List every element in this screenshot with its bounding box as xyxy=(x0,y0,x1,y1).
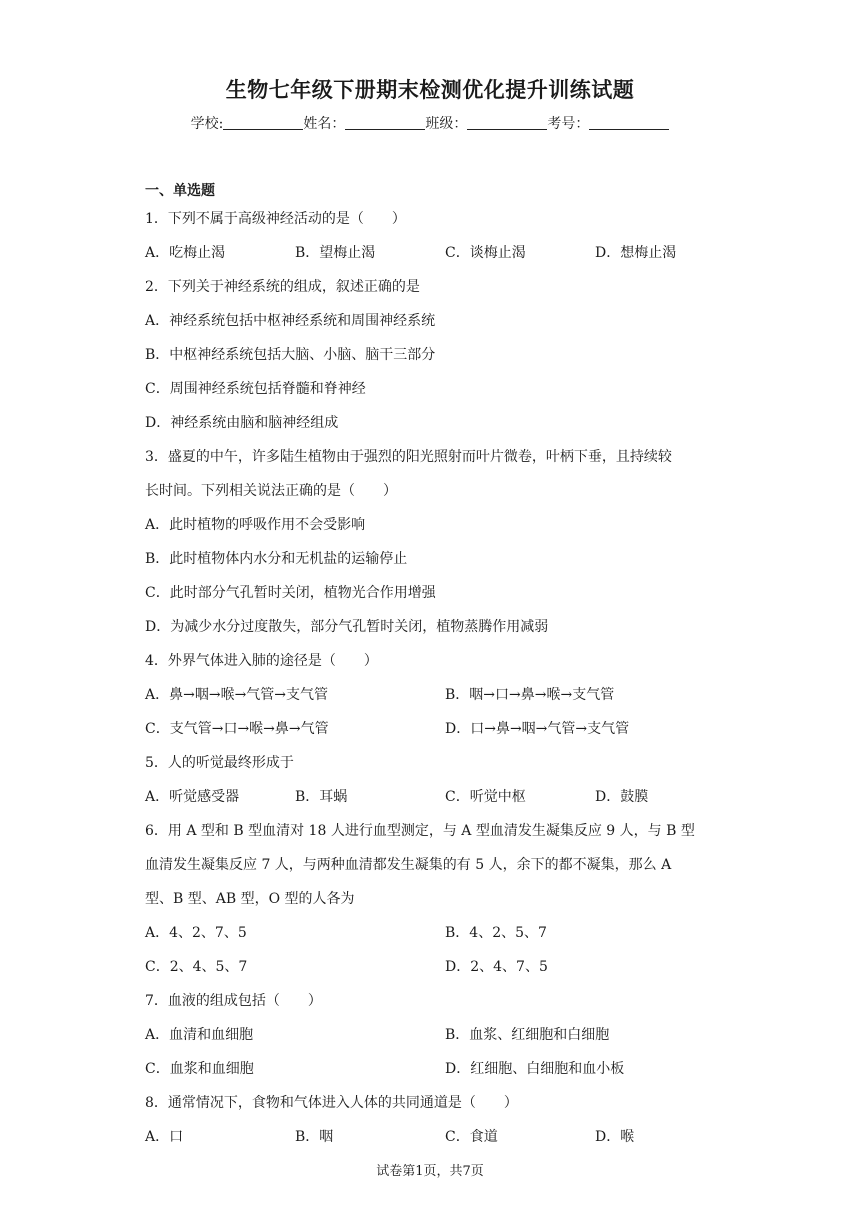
question-6-stem-line-1: 6．用 A 型和 B 型血清对 18 人进行血型测定，与 A 型血清发生凝集反应 9 人，与 B 型 xyxy=(145,823,695,839)
question-3-option-b: B．此时植物体内水分和无机盐的运输停止 xyxy=(145,551,408,567)
page-title: 生物七年级下册期末检测优化提升训练试题 xyxy=(225,77,635,102)
question-2-option-a: A．神经系统包括中枢神经系统和周围神经系统 xyxy=(145,313,436,329)
question-8-stem: 8．通常情况下，食物和气体进入人体的共同通道是（ ） xyxy=(145,1095,518,1111)
question-5-option-b: B．耳蜗 xyxy=(295,789,348,805)
question-8-option-d: D．喉 xyxy=(595,1129,635,1145)
question-7-option-d: D．红细胞、白细胞和血小板 xyxy=(445,1061,625,1077)
question-1-option-d: D．想梅止渴 xyxy=(595,245,677,261)
question-3-option-d: D．为减少水分过度散失，部分气孔暂时关闭，植物蒸腾作用减弱 xyxy=(145,619,549,635)
question-7-stem: 7．血液的组成包括（ ） xyxy=(145,993,322,1009)
question-7-option-b: B．血浆、红细胞和白细胞 xyxy=(445,1027,610,1043)
question-8-option-c: C．食道 xyxy=(445,1129,498,1145)
question-6-stem-line-2: 血清发生凝集反应 7 人，与两种血清都发生凝集的有 5 人，余下的都不凝集，那么 A xyxy=(145,857,672,873)
name-blank xyxy=(345,115,425,130)
question-3-option-a: A．此时植物的呼吸作用不会受影响 xyxy=(145,517,366,533)
question-6-stem-line-3: 型、B 型、AB 型，O 型的人各为 xyxy=(145,891,355,907)
school-label: 学校: xyxy=(190,116,224,132)
question-4-option-c: C．支气管→口→喉→鼻→气管 xyxy=(145,721,329,737)
question-4-option-b: B．咽→口→鼻→喉→支气管 xyxy=(445,687,615,703)
class-label: 班级： xyxy=(425,116,468,132)
question-8-option-a: A．口 xyxy=(145,1129,184,1145)
question-8-option-b: B．咽 xyxy=(295,1129,334,1145)
question-2-option-c: C．周围神经系统包括脊髓和脊神经 xyxy=(145,381,366,397)
student-info-line xyxy=(0,113,860,133)
question-5-option-d: D．鼓膜 xyxy=(595,789,649,805)
question-2-option-b: B．中枢神经系统包括大脑、小脑、脑干三部分 xyxy=(145,347,436,363)
question-3-option-c: C．此时部分气孔暂时关闭，植物光合作用增强 xyxy=(145,585,436,601)
question-6-option-b: B．4、2、5、7 xyxy=(445,925,547,941)
question-4-option-d: D．口→鼻→咽→气管→支气管 xyxy=(445,721,630,737)
question-6-option-c: C．2、4、5、7 xyxy=(145,959,248,975)
question-7-option-a: A．血清和血细胞 xyxy=(145,1027,254,1043)
question-4-option-a: A．鼻→咽→喉→气管→支气管 xyxy=(145,687,329,703)
exam-number-blank xyxy=(589,115,669,130)
exam-number-label: 考号： xyxy=(547,116,590,132)
question-1-stem: 1．下列不属于高级神经活动的是（ ） xyxy=(145,211,406,227)
question-3-stem-line-1: 3．盛夏的中午，许多陆生植物由于强烈的阳光照射而叶片微卷，叶柄下垂，且持续较 xyxy=(145,449,672,465)
question-4-stem: 4．外界气体进入肺的途径是（ ） xyxy=(145,653,378,669)
question-1-option-a: A．吃梅止渴 xyxy=(145,245,226,261)
name-label: 姓名： xyxy=(303,116,346,132)
section-heading: 一、单选题 xyxy=(145,183,215,199)
question-6-option-d: D．2、4、7、5 xyxy=(445,959,548,975)
question-2-option-d: D．神经系统由脑和脑神经组成 xyxy=(145,415,339,431)
question-5-option-a: A．听觉感受器 xyxy=(145,789,240,805)
question-1-option-b: B．望梅止渴 xyxy=(295,245,376,261)
question-6-option-a: A．4、2、7、5 xyxy=(145,925,247,941)
class-blank xyxy=(467,115,547,130)
question-5-option-c: C．听觉中枢 xyxy=(445,789,526,805)
page-footer: 试卷第1页，共7页 xyxy=(376,1164,484,1179)
question-3-stem-line-2: 长时间。下列相关说法正确的是（ ） xyxy=(145,483,397,499)
school-blank xyxy=(223,115,303,130)
question-5-stem: 5．人的听觉最终形成于 xyxy=(145,755,294,771)
question-1-option-c: C．谈梅止渴 xyxy=(445,245,526,261)
question-7-option-c: C．血浆和血细胞 xyxy=(145,1061,254,1077)
question-2-stem: 2．下列关于神经系统的组成，叙述正确的是 xyxy=(145,279,420,295)
